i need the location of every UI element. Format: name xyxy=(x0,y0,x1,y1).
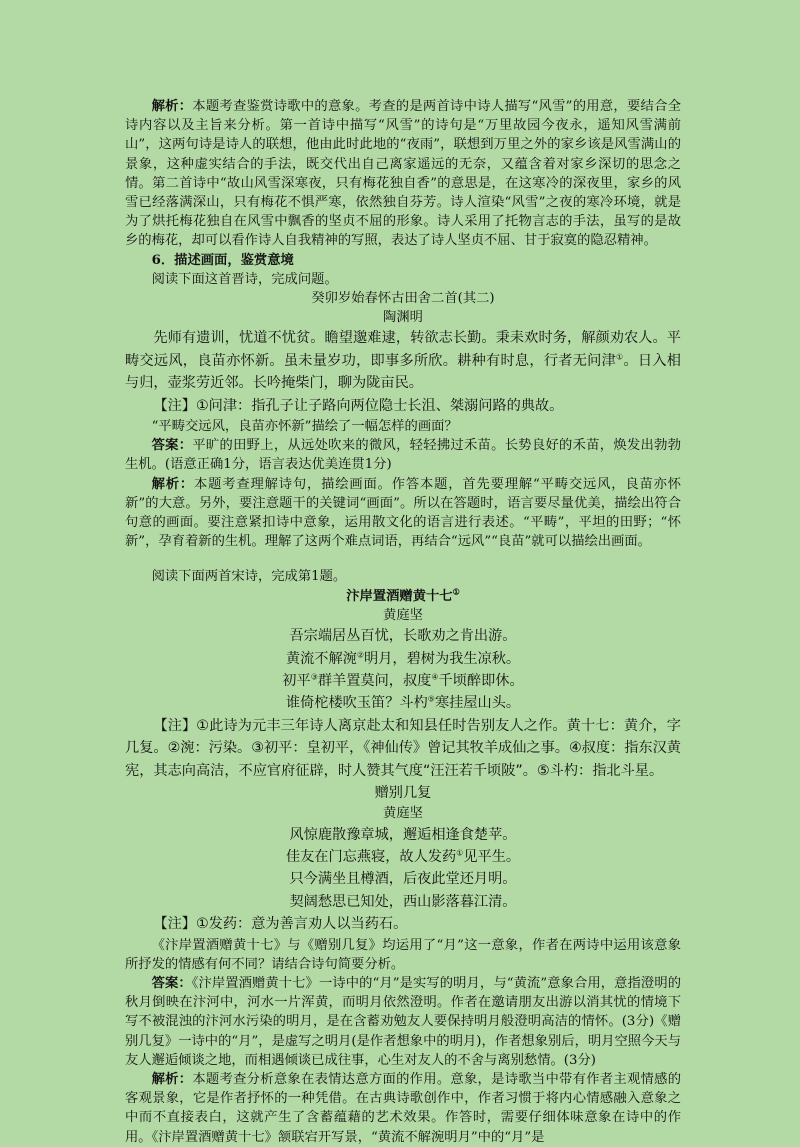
answer-paragraph xyxy=(125,974,681,1070)
poem-author: 黄庭坚 xyxy=(383,806,423,822)
poem-author: 陶渊明 xyxy=(383,310,423,326)
analysis-paragraph xyxy=(125,475,681,552)
question-text: 《汴岸置酒赠黄十七》与《赠别几复》均运用了“月”这一意象，作者在两诗中运用该意象所抒发的情感有何不同？请结合诗句简要分析。 xyxy=(125,937,681,972)
analysis-text: 本题考查鉴赏诗歌中的意象。考查的是两首诗中诗人描写“风雪”的用意，要结合全诗内容以及主旨来分析。第一首诗中描写“风雪”的诗句是“万里故园今夜永，遥知风雪满前山”，这两句诗是诗人的联想，他由此时此地的“夜雨”，联想到万里之外的家乡该是风雪满山的景象，这种虚实结合的手法，既交代出自己离家遥远的无奈，又蕴含着对家乡深切的思念之情。第二首诗中“故山风雪深寒夜，只有梅花独自香”的意思是，在这寒冷的深夜里，家乡的风雪已经落满深山，只有梅花不惧严寒，依然独自芬芳。诗人渲染“风雪”之夜的寒冷环境，就是为了烘托梅花独自在风雪中飘香的坚贞不屈的形象。诗人采用了托物言志的手法，虽写的是故乡的梅花，却可以看作诗人自我精神的写照，表达了诗人坚贞不屈、甘于寂寞的隐忍精神。 xyxy=(125,99,681,249)
poem-line: 谁倚柁楼吹玉笛？斗杓⑤寒挂屋山头。 xyxy=(285,694,521,712)
poem-line: 吾宗端居丛百忧，长歌劝之肯出游。 xyxy=(289,628,517,645)
analysis-label: 解析： xyxy=(151,99,193,114)
poem-body: 先师有遗训，忧道不忧贫。瞻望邈难逮，转欲志长勤。秉耒欢时务，解颜劝农人。平畴交远风，良苗亦怀新。虽未量岁功，即事多所欣。耕种有时息，行者无问津①。日入相与归，壶浆劳近邻。长吟掩柴门，聊为陇亩民。 xyxy=(125,330,681,392)
poem-note: 【注】①发药：意为善言劝人以当药石。 xyxy=(153,916,408,933)
section-intro: 阅读下面两首宋诗，完成第1题。 xyxy=(151,569,347,585)
section-heading: 6．描述画面，鉴赏意境 xyxy=(151,252,294,268)
poem-title: 赠别几复 xyxy=(374,784,432,801)
analysis-paragraph xyxy=(125,97,681,251)
poem-line: 佳友在门忘燕寝，故人发药①见平生。 xyxy=(285,848,521,865)
question-text: “平畴交远风，良苗亦怀新”描绘了一幅怎样的画面？ xyxy=(151,419,458,435)
analysis-label: 解析： xyxy=(151,1072,193,1087)
poem-line: 契阔愁思已知处，西山影落暮江清。 xyxy=(289,893,517,910)
poem-note: 【注】①此诗为元丰三年诗人离京赴太和知县任时告别友人之作。黄十七：黄介，字几复。②涴：污染。③初平：皇初平，《神仙传》曾记其牧羊成仙之事。④叔度：指东汉黄宪，其志向高洁，不应官府征辟，时人赞其气度“汪汪若千顷陂”。⑤斗杓：指北斗星。 xyxy=(125,717,681,779)
poem-line: 风惊鹿散豫章城，邂逅相逢食楚苹。 xyxy=(289,826,517,843)
poem-line: 初平③群羊置莫问，叔度④千顷醉即休。 xyxy=(282,672,524,689)
analysis-paragraph xyxy=(125,1070,681,1147)
poem-line: 只今满坐且樽酒，后夜此堂还月明。 xyxy=(289,871,517,888)
poem-author: 黄庭坚 xyxy=(383,607,423,623)
analysis-label: 解析： xyxy=(151,476,194,492)
poem-title: 汴岸置酒赠黄十七① xyxy=(346,586,460,604)
answer-text: 平旷的田野上，从远处吹来的微风，轻轻拂过禾苗。长势良好的禾苗，焕发出勃勃生机。(语意正确1分，语言表达优美连贯1分) xyxy=(125,438,682,473)
answer-paragraph xyxy=(125,436,681,474)
poem-line: 黄流不解涴②明月，碧树为我生凉秋。 xyxy=(285,649,521,667)
document-page xyxy=(125,97,681,1147)
poem-note: 【注】①问津：指孔子让子路向两位隐士长沮、桀溺问路的典故。 xyxy=(153,397,564,414)
answer-label: 答案： xyxy=(151,975,192,991)
analysis-text: 本题考查分析意象在表情达意方面的作用。意象，是诗歌当中带有作者主观情感的客观景象，它是作者抒怀的一种凭借。在古典诗歌创作中，作者习惯于将内心情感融入意象之中而不直接表白，这就产生了含蓄蕴藉的艺术效果。作答时，需要仔细体味意象在诗中的作用。《汴岸置酒赠黄十七》颔联宕开写景，“黄流不解涴明月”中的“月”是 xyxy=(125,1072,682,1145)
answer-label: 答案： xyxy=(151,438,193,454)
poem-title: 癸卯岁始春怀古田舍二首(其二) xyxy=(311,291,495,307)
analysis-text: 本题考查理解诗句，描绘画面。作答本题，首先要理解“平畴交远风，良苗亦怀新”的大意。另外，要注意题干的关键词“画面”。所以在答题时，语言要尽量优美，描绘出符合句意的画面。要注意紧扣诗中意象，运用散文化的语言进行表述。“平畴”，平坦的田野；“怀新”，孕育着新的生机。理解了这两个难点词语，再结合“远风”“良苗”就可以描绘出画面。 xyxy=(125,476,682,550)
answer-text: 《汴岸置酒赠黄十七》一诗中的“月”是实写的明月，与“黄流”意象合用，意指澄明的秋月倒映在汴河中，河水一片浑黄，而明月依然澄明。作者在邀请朋友出游以消其忧的情境下写不被混浊的汴河水污染的明月，是在含蓄劝勉友人要保持明月般澄明高洁的情怀。(3分)《赠别几复》一诗中的“月”，是虚写之明月(是作者想象中的明月)，作者想象别后，明月空照今天与友人邂逅倾谈之地，而相遇倾谈已成往事，心生对友人的不舍与离别愁情。(3分) xyxy=(125,975,681,1068)
section-intro: 阅读下面这首晋诗，完成问题。 xyxy=(151,271,338,287)
